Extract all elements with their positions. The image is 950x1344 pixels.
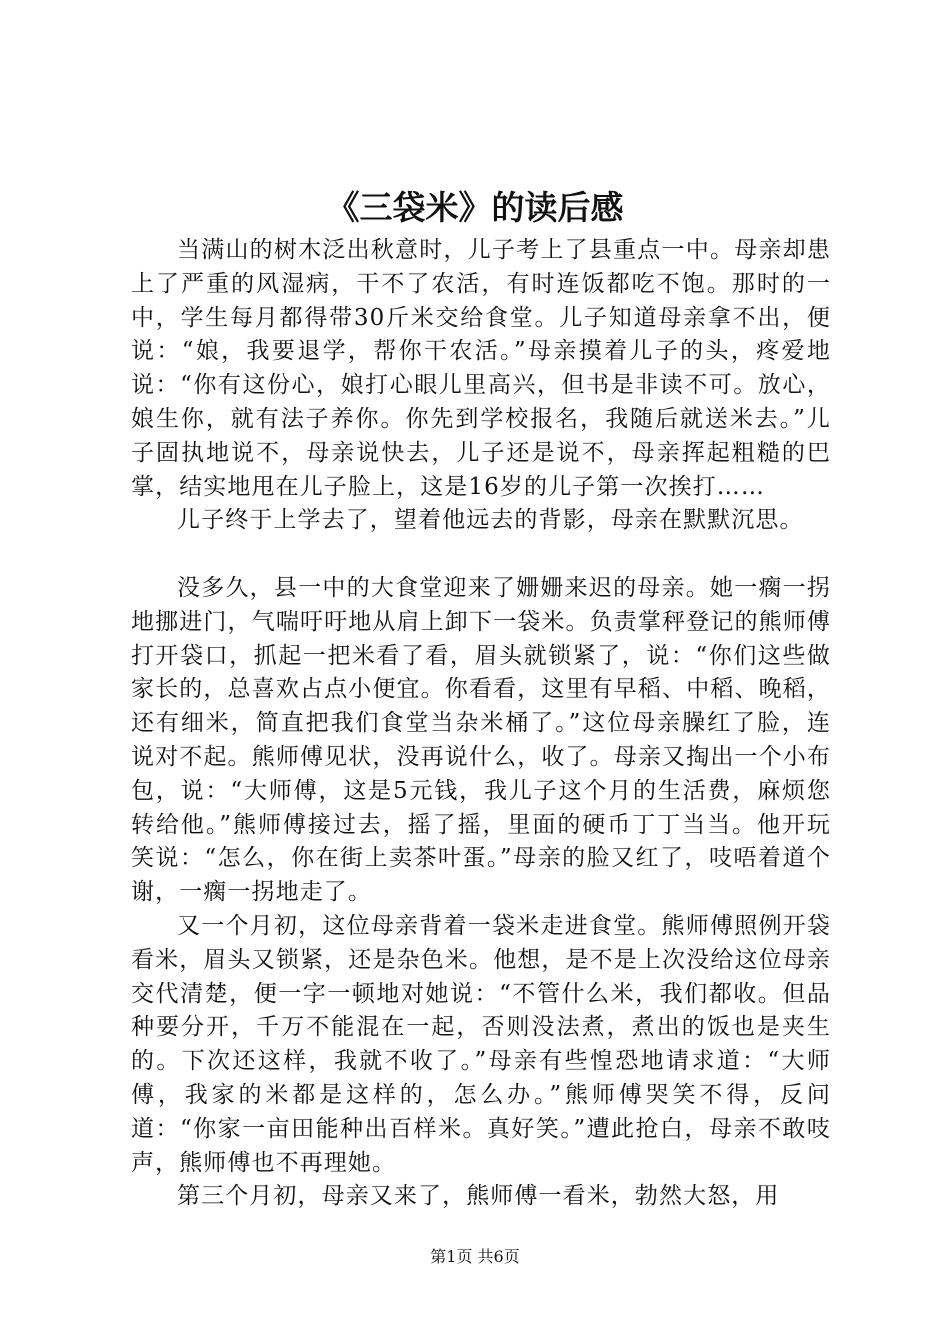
- paragraph: 儿子终于上学去了，望着他远去的背影，母亲在默默沉思。: [177, 507, 804, 534]
- paragraph: 又一个月初，这位母亲背着一袋米走进食堂。熊师傅照例开袋看米，眉头又锁紧，还是杂色米。他想，是不是上次没给这位母亲交代清楚，便一字一顿地对她说：“不管什么米，我们都收。但品种要分开，千万不能混在一起，否则没法煮，煮出的饭也是夹生的。下次还这样，我就不收了。”母亲有些惶恐地请求道：“大师傅，我家的米都是这样的，怎么办。”熊师傅哭笑不得，反问道：“你家一亩田能种出百样米。真好笑。”遭此抢白，母亲不敢吱声，熊师傅也不再理她。: [131, 912, 831, 1176]
- document-title: 《三袋米》的读后感: [326, 188, 624, 227]
- document-body: [131, 234, 831, 1214]
- page-footer: 第1页 共6页: [430, 1247, 520, 1266]
- paragraph: 没多久，县一中的大食堂迎来了姗姗来迟的母亲。她一瘸一拐地挪进门，气喘吁吁地从肩上卸下一袋米。负责掌秤登记的熊师傅打开袋口，抓起一把米看了看，眉头就锁紧了，说：“你们这些做家长的，总喜欢占点小便宜。你看看，这里有早稻、中稻、晚稻，还有细米，简直把我们食堂当杂米桶了。”这位母亲臊红了脸，连说对不起。熊师傅见状，没再说什么，收了。母亲又掏出一个小布包，说：“大师傅，这是5元钱，我儿子这个月的生活费，麻烦您转给他。”熊师傅接过去，摇了摇，里面的硬币丁丁当当。他开玩笑说：“怎么，你在街上卖茶叶蛋。”母亲的脸又红了，吱唔着道个谢，一瘸一拐地走了。: [131, 574, 831, 906]
- paragraph: 当满山的树木泛出秋意时，儿子考上了县重点一中。母亲却患上了严重的风湿病，干不了农活，有时连饭都吃不饱。那时的一中，学生每月都得带30斤米交给食堂。儿子知道母亲拿不出，便说：“娘，我要退学，帮你干农活。”母亲摸着儿子的头，疼爱地说：“你有这份心，娘打心眼儿里高兴，但书是非读不可。放心，娘生你，就有法子养你。你先到学校报名，我随后就送米去。”儿子固执地说不，母亲说快去，儿子还是说不，母亲挥起粗糙的巴掌，结实地甩在儿子脸上，这是16岁的儿子第一次挨打……: [131, 237, 831, 500]
- paragraph: 第三个月初，母亲又来了，熊师傅一看米，勃然大怒，用: [177, 1183, 780, 1210]
